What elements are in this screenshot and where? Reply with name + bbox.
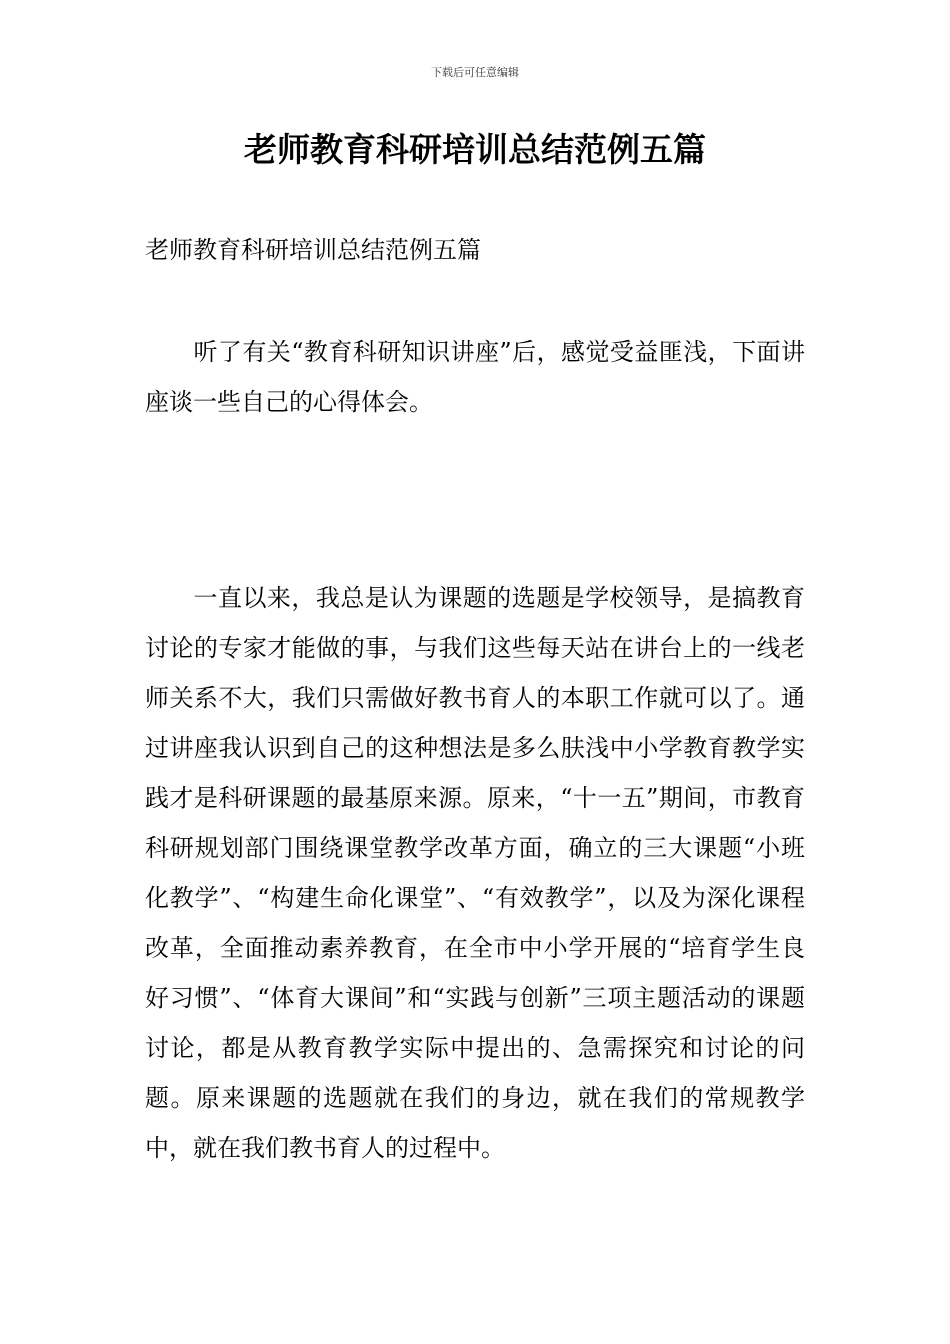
paragraph-text: 一直以来，我总是认为课题的选题是学校领导，是搞教育讨论的专家才能做的事，与我们这些每天站在讲台上的一线老师关系不大，我们只需做好教书育人的本职工作就可以了。通过讲座我认识到自己的这种想法是多么肤浅中小学教育教学实践才是科研课题的最基原来源。原来，“十一五”期间，市教育科研规划部门围绕课堂教学改革方面，确立的三大课题“小班化教学”、“构建生命化课堂”、“有效教学”，以及为深化课程改革，全面推动素养教育，在全市中小学开展的“培育学生良好习惯”、“体育大课间”和“实践与创新”三项主题活动的课题讨论，都是从教育教学实际中提出的、急需探究和讨论的问题。原来课题的选题就在我们的身边，就在我们的常规教学中，就在我们教书育人的过程中。 xyxy=(145,584,805,1162)
paragraph-text: 听了有关“教育科研知识讲座”后，感觉受益匪浅，下面讲座谈一些自己的心得体会。 xyxy=(145,338,805,416)
header-note: 下载后可任意编辑 xyxy=(431,66,519,79)
document-subtitle: 老师教育科研培训总结范例五篇 xyxy=(145,236,481,264)
document-title: 老师教育科研培训总结范例五篇 xyxy=(244,130,706,169)
paragraph xyxy=(145,327,805,427)
paragraph xyxy=(145,573,805,1173)
